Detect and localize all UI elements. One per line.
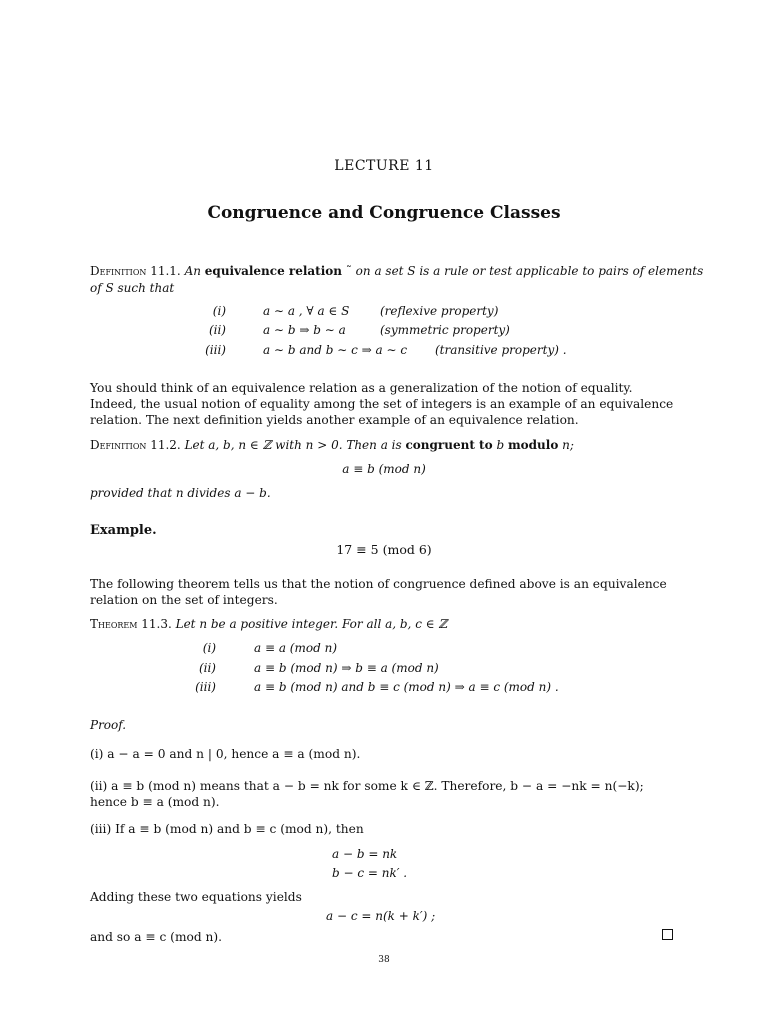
definition-proviso: provided that n divides a − b. [90, 486, 271, 500]
property-number: (ii) [208, 323, 226, 337]
proof-conclusion: and so a ≡ c (mod n). [90, 930, 222, 944]
property-description: (transitive property) . [435, 343, 567, 357]
proof-part-ii: (ii) a ≡ b (mod n) means that a − b = nk for some k ∈ ℤ. Therefore, b − a = −nk = n(−k); hence b ≡ a (mod n). [90, 779, 644, 809]
lecture-number: LECTURE 11 [334, 158, 434, 174]
property-expression: a ∼ a , ∀ a ∈ S [263, 304, 350, 318]
theorem-item-expression: a ≡ b (mod n) ⇒ b ≡ a (mod n) [254, 661, 439, 675]
theorem-item-expression: a ≡ b (mod n) and b ≡ c (mod n) ⇒ a ≡ c (mod n) . [254, 680, 559, 694]
theorem-item-expression: a ≡ a (mod n) [254, 641, 337, 655]
definition-intro: An [184, 264, 201, 278]
property-number: (i) [212, 304, 226, 318]
property-number: (iii) [205, 343, 226, 357]
definition-term: congruent to [405, 438, 493, 452]
definition-text: n; [562, 438, 574, 452]
adding-sentence: Adding these two equations yields [90, 890, 302, 904]
qed-box-icon [662, 929, 673, 940]
equation-2: b − c = nk′ . [332, 866, 408, 880]
congruence-display: a ≡ b (mod n) [342, 462, 426, 476]
theorem-item-number: (iii) [195, 680, 216, 694]
proof-part-i: (i) a − a = 0 and n | 0, hence a ≡ a (mod n). [90, 747, 361, 761]
theorem-item-number: (ii) [198, 661, 216, 675]
definition-text: on a set S is a rule or test applicable to pairs of elements [355, 264, 704, 278]
theorem-item-number: (i) [202, 641, 216, 655]
page-number: 38 [378, 955, 390, 965]
paragraph-equivalence: You should think of an equivalence relation as a generalization of the notion of equality. Indeed, the usual notion of equality among the set of integers is an example of an equivalence relation. The next definition yields another example of an equivalence relation. [90, 381, 674, 427]
proof-heading: Proof. [90, 718, 127, 732]
example-display: 17 ≡ 5 (mod 6) [336, 542, 432, 557]
definition-term: modulo [507, 438, 559, 452]
definition-text: Let a, b, n ∈ ℤ with n > 0. Then a is [184, 438, 402, 452]
proof-part-iii: (iii) If a ≡ b (mod n) and b ≡ c (mod n), then [90, 822, 364, 836]
example-heading: Example. [90, 523, 157, 538]
page-title: Congruence and Congruence Classes [207, 203, 561, 223]
definition-11-1 [90, 264, 703, 278]
property-description: (reflexive property) [380, 304, 499, 318]
theorem-text: Let n be a positive integer. For all a, b, c ∈ ℤ [175, 617, 448, 631]
definition-text: b [496, 438, 505, 452]
definition-label: Definition 11.2. [90, 438, 181, 452]
equation-3: a − c = n(k + k′) ; [326, 909, 436, 923]
definition-label: Definition 11.1. [90, 264, 181, 278]
definition-term: equivalence relation [204, 264, 343, 278]
definition-line-2: of S such that [90, 281, 175, 295]
definition-11-2 [90, 438, 574, 452]
property-description: (symmetric property) [380, 323, 510, 337]
tilde-symbol: ˜ [345, 264, 352, 278]
theorem-11-3 [90, 617, 447, 631]
property-expression: a ∼ b and b ∼ c ⇒ a ∼ c [263, 343, 408, 357]
theorem-label: Theorem 11.3. [90, 617, 172, 631]
property-expression: a ∼ b ⇒ b ∼ a [263, 323, 346, 337]
paragraph-theorem-intro: The following theorem tells us that the notion of congruence defined above is an equivalence relation on the set of integers. [90, 577, 667, 607]
equation-1: a − b = nk [332, 847, 398, 861]
